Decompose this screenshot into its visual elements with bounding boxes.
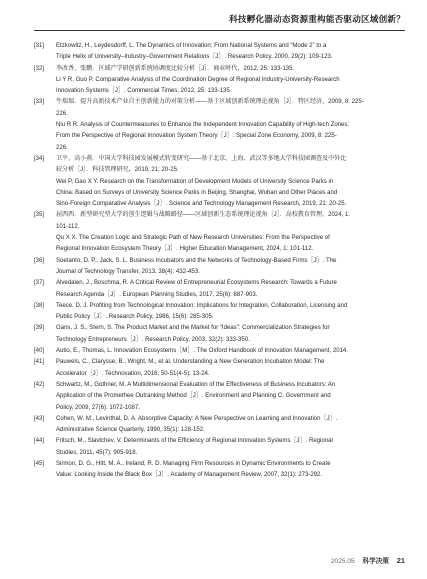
reference-item [34,256,402,279]
reference-line: Technology Entrepreneurs［J］. Research Policy, 2003, 32(2): 333-350. [56,336,250,343]
reference-item [34,414,402,437]
reference-line: Pauwels, C., Clarysse, B., Wright, M., et al. Understanding a New Generation Incubation Model: The [56,359,325,366]
reference-text [56,256,402,279]
reference-line: Teece, D. J. Profiting from Technological Innovation: Implications for Integration, Collaboration, Licensing and [56,302,348,309]
reference-line: Autio, E., Thomas, L. Innovation Ecosystems［M］. The Oxford Handbook of Innovation Management, 2014. [56,348,348,355]
reference-number: [41] [34,359,45,366]
reference-number: [36] [34,257,45,264]
reference-number: [45] [34,460,45,467]
reference-item [34,436,402,459]
journal-name: 科学决策 [362,558,389,565]
reference-line: Cohen, W. M., Levinthal, D. A. Absorptive Capacity: A New Perspective on Learning and Innovation［J］. [56,415,338,422]
reference-text [56,154,402,210]
reference-item [34,210,402,255]
reference-number: [32] [34,65,45,72]
reference-number: [40] [34,348,45,355]
reference-item [34,323,402,346]
reference-line: Triple Helix of University–Industry–Government Relations［J］. Research Policy, 2000, 29(2): 109-123. [56,54,333,61]
reference-line: Soetanto, D. P., Jack, S. L. Business Incubators and the Networks of Technology-Based Firms［J］. The [56,257,337,264]
reference-line: Li Y R, Guo P. Comparative Analysis of the Coordination Degree of Regional Industry-University-Research [56,76,340,83]
reference-line: Etzkowitz, H., Leydesdorff, L. The Dynamics of Innovation: From National Systems and “Mode 2” to a [56,43,327,49]
reference-line: Fritsch, M., Slavtchev, V. Determinants of the Efficiency of Regional Innovation Systems［J］. Regional [56,438,333,445]
page-footer [331,555,405,565]
reference-line: Studies, 2011, 45(7): 905-918. [56,449,138,456]
reference-line: Wei P, Gao X Y. Research on the Transformation of Development Models of University Science Parks in [56,178,334,185]
reference-item [34,154,402,210]
reference-number: [31] [34,43,45,49]
reference-item [34,301,402,324]
reference-line: 较分析［J］．科技管理研究，2019, 21: 20-25. [56,167,179,174]
reference-text [56,380,402,414]
reference-text [56,97,402,153]
reference-line: Policy, 2009, 27(6): 1072-1087. [56,404,140,411]
issue-number: 2025.05 [330,558,355,565]
reference-text [56,357,402,380]
reference-number: [42] [34,381,45,388]
reference-number: [37] [34,280,45,287]
reference-line: 屈西西．新型研究型大学的创生逻辑与战略路径——区域创新生态系统理论视角［J］．高校教育管理，2024, 1: [56,212,350,219]
reference-item [34,97,402,153]
reference-item [34,346,402,357]
reference-line: Niu R R. Analysis of Countermeasures to Enhance the Independent Innovation Capability of High-tech Zones: [56,122,350,129]
reference-line: 226. [56,144,68,151]
reference-line: From the Perspective of Regional Innovation System Theory［J］. Special Zone Economy, 2009, 8: 225- [56,133,337,140]
reference-line: Schwartz, M., Gothner, M. A Multidimensional Evaluation of the Effectiveness of Business Incubators: An [56,381,336,388]
reference-line: Journal of Technology Transfer, 2013, 38(4): 432-453. [56,268,200,275]
reference-item [34,278,402,301]
reference-line: Application of the Promethee Outranking Method［J］. Environment and Planning C: Government and [56,393,331,400]
reference-line: 101-112. [56,223,80,230]
reference-number: [39] [34,325,45,332]
reference-list [34,41,402,482]
reference-item [34,459,402,482]
reference-line: 牛瑞瑞．提升高新技术产业自主创新能力的对策分析——基于区域创新系统理论视角［J］．特区经济，2009, 8: 225- [56,99,364,106]
reference-text [56,301,402,324]
reference-line: Administrative Science Quarterly, 1990, 35(1): 128-152. [56,427,205,434]
reference-text [56,278,402,301]
reference-text [56,436,402,459]
reference-item [34,357,402,380]
reference-line: 226. [56,110,68,117]
reference-number: [38] [34,302,45,309]
reference-line: Alvedalen, J., Boschma, R. A Critical Review of Entrepreneurial Ecosystems Research: Towards a Future [56,280,337,287]
reference-number: [43] [34,415,45,422]
reference-number: [35] [34,212,45,219]
header-divider [34,30,405,31]
reference-line: Gans, J. S., Stern, S. The Product Market and the Market for “Ideas”: Commercialization Strategies for [56,325,330,332]
reference-text [56,414,402,437]
reference-line: 李改香，张鹏．区域产学研创新系统协调度比较分析［J］．商业时代，2012, 25: 133-135. [56,65,295,72]
reference-line: Public Policy［J］. Research Policy, 1986, 15(6): 285-305. [56,314,214,321]
reference-text [56,323,402,346]
reference-line: Qu X X. The Creation Logic and Strategic Path of New Research Universities: From the Perspective of [56,235,330,242]
running-header-title: 科技孵化器动态资源重构能否驱动区域创新？ [229,14,405,24]
reference-text [56,346,402,357]
reference-line: Value: Looking Inside the Black Box［J］. Academy of Management Review, 2007, 32(1): 273-292. [56,472,323,479]
reference-line: Sirmon, D. G., Hitt, M. A., Ireland, R. D. Managing Firm Resources in Dynamic Environments to Create [56,460,331,467]
reference-text [56,210,402,255]
reference-line: Accelerator［J］. Technovation, 2016, 50-51(4-5): 13-24. [56,370,210,377]
reference-text [56,64,402,98]
reference-line: Research Agenda［J］. European Planning Studies, 2017, 25(6): 887-903. [56,291,258,298]
reference-line: Sino-Foreign Comparative Analysis［J］. Science and Technology Management Research, 2019, 21: 20-25. [56,201,347,208]
reference-item [34,380,402,414]
reference-text [56,41,402,64]
reference-item [34,41,402,64]
reference-number: [33] [34,99,45,106]
reference-number: [44] [34,438,45,445]
reference-item [34,64,402,98]
reference-number: [34] [34,155,45,162]
page-number: 21 [396,556,405,565]
reference-line: 卫平，高小燕．中国大学科技园发展模式转变研究——基于北京、上海、武汉等多地大学科技园调查及中外比 [56,155,347,162]
reference-line: Regional Innovation Ecosystem Theory［J］. Higher Education Management, 2024, 1: 101-112. [56,246,314,253]
reference-line: Innovation Systems［J］. Commercial Times, 2012, 25: 133-135. [56,88,232,95]
reference-line: China: Based on Surveys of University Science Parks in Beijing, Shanghai, Wuhan and Other Places and [56,189,338,196]
reference-text [56,459,402,482]
